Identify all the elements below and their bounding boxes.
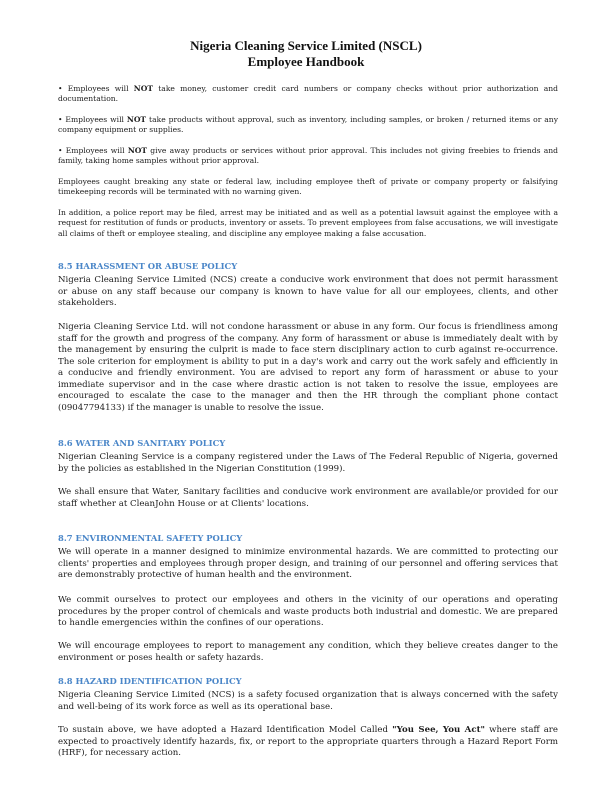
paragraph: Employees caught breaking any state or federal law, including employee theft of private or company property or falsifying timekeeping records will be terminated with no warning given.: [58, 177, 558, 197]
section-heading-hazard: 8.8 HAZARD IDENTIFICATION POLICY: [58, 676, 242, 686]
section-heading-harassment: 8.5 HARASSMENT OR ABUSE POLICY: [58, 261, 238, 271]
bullet-item: • Employees will NOT take money, customer credit card numbers or company checks without prior authorization and documentation.: [58, 84, 558, 104]
paragraph: Nigeria Cleaning Service Limited (NCS) create a conducive work environment that does not permit harassment or abuse on any staff because our company is known to have value for all our employees, clients, and other stakeholders.: [58, 275, 558, 308]
section-heading-environment: 8.7 ENVIRONMENTAL SAFETY POLICY: [58, 533, 243, 543]
paragraph: Nigeria Cleaning Service Limited (NCS) is a safety focused organization that is always concerned with the safety and well-being of its work force as well as its operational base.: [58, 690, 558, 712]
paragraph: Nigerian Cleaning Service is a company registered under the Laws of The Federal Republic of Nigeria, governed by the policies as established in the Nigerian Constitution (1999).: [58, 452, 558, 474]
paragraph: We will operate in a manner designed to minimize environmental hazards. We are committed to protecting our clients' properties and employees through proper design, and training of our personnel and offering services that are demonstrably protective of human health and the environment.: [58, 547, 558, 580]
paragraph: Nigeria Cleaning Service Ltd. will not condone harassment or abuse in any form. Our focus is friendliness among staff for the growth and progress of the company. Any form of harassment or abuse is immediately dealt with by the management by ensuring the culprit is made to face stern disciplinary action to curb against re-occurrence. The sole criterion for employment is ability to put in a day's work and carry out the work safely and efficiently in a conducive and friendly environment. You are advised to report any form of harassment or abuse to your immediate supervisor and in the case where drastic action is not taken to resolve the issue, employees are encouraged to escalate the case to the manager and then the HR through the compliant phone contact (09047794133) if the manager is unable to resolve the issue.: [58, 322, 558, 413]
paragraph: We will encourage employees to report to management any condition, which they believe creates danger to the environment or poses health or safety hazards.: [58, 641, 558, 663]
paragraph: In addition, a police report may be filed, arrest may be initiated and as well as a potential lawsuit against the employee with a request for restitution of funds or products, inventory or assets. To prevent employees from false accusations, we will investigate all claims of theft or employee stealing, and discipline any employee making a false accusation.: [58, 208, 558, 238]
paragraph: We shall ensure that Water, Sanitary facilities and conducive work environment are available/or provided for our staff whether at CleanJohn House or at Clients' locations.: [58, 487, 558, 509]
section-heading-water: 8.6 WATER AND SANITARY POLICY: [58, 438, 226, 448]
paragraph: We commit ourselves to protect our employees and others in the vicinity of our operations and operating procedures by the proper control of chemicals and waste products both industrial and domestic. We are prepared to handle emergencies within the confines of our operations.: [58, 595, 558, 628]
document-subtitle: Employee Handbook: [247, 54, 365, 69]
paragraph: To sustain above, we have adopted a Hazard Identification Model Called "You See, You Act" where staff are expected to proactively identify hazards, fix, or report to the appropriate quarters through a Hazard Report Form (HRF), for necessary action.: [58, 725, 559, 758]
bullet-item: • Employees will NOT give away products or services without prior approval. This includes not giving freebies to friends and family, taking home samples without prior approval.: [58, 146, 559, 166]
bullet-item: • Employees will NOT take products without approval, such as inventory, including samples, or broken / returned items or any company equipment or supplies.: [58, 115, 558, 135]
document-title: Nigeria Cleaning Service Limited (NSCL): [190, 38, 422, 53]
